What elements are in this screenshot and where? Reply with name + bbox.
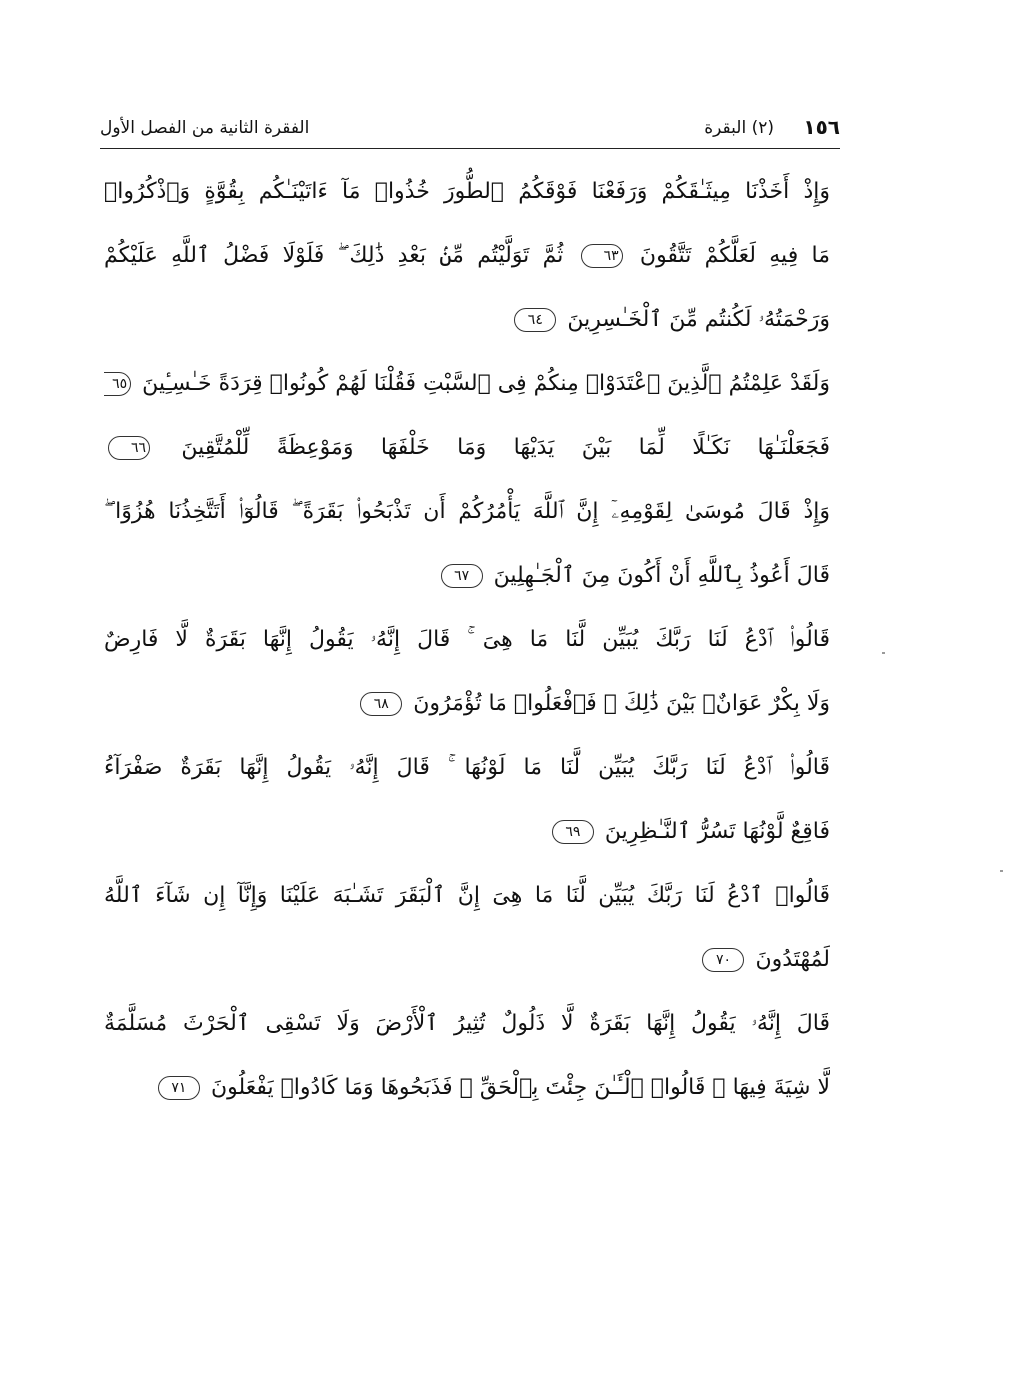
- line-text: قَالُوا۟ ٱدْعُ لَنَا رَبَّكَ يُبَيِّن لَّنَا مَا هِىَ إِنَّ ٱلْبَقَرَ تَشَـٰبَهَ عَلَيْنَا وَإِنَّآ إِن شَآءَ ٱللَّهُ: [104, 883, 830, 908]
- text-line: [104, 416, 830, 480]
- line-text: وَرَحْمَتُهُۥ لَكُنتُم مِّنَ ٱلْخَـٰسِرِينَ: [567, 307, 830, 332]
- text-line: [104, 608, 830, 672]
- scan-speck: [882, 652, 885, 654]
- ayah-number-marker: ٦٥: [104, 372, 131, 396]
- line-text: وَإِذْ أَخَذْنَا مِيثَـٰقَكُمْ وَرَفَعْنَا فَوْقَكُمُ ٱلطُّورَ خُذُوا۟ مَآ ءَاتَيْنَـٰكُم بِقُوَّةٍ وَٱذْكُرُوا۟: [104, 179, 830, 204]
- text-line: [104, 736, 830, 800]
- text-line: [104, 544, 830, 608]
- text-line: [104, 288, 830, 352]
- text-line: [104, 672, 830, 736]
- ayah-number-marker: ٦٧: [441, 564, 483, 588]
- page-number: ١٥٦: [803, 115, 840, 139]
- line-text: وَلَا بِكْرٌ عَوَانٌۢ بَيْنَ ذَٰلِكَ ۖ فَٱفْعَلُوا۟ مَا تُؤْمَرُونَ: [413, 691, 830, 716]
- ayah-number-marker: ٧٠: [702, 948, 744, 972]
- page-header: [100, 112, 840, 148]
- text-line: [104, 224, 830, 288]
- text-line: [104, 160, 830, 224]
- text-line: [104, 1056, 830, 1120]
- line-text: مَا فِيهِ لَعَلَّكُمْ تَتَّقُونَ: [639, 243, 830, 268]
- line-text: ثُمَّ تَوَلَّيْتُم مِّنۢ بَعْدِ ذَٰلِكَ ۖ فَلَوْلَا فَضْلُ ٱللَّهِ عَلَيْكُمْ: [104, 243, 564, 268]
- header-divider: [100, 148, 840, 149]
- ayah-number-marker: ٦٤: [514, 308, 556, 332]
- line-text: لَّا شِيَةَ فِيهَا ۚ قَالُوا۟ ٱلْـَٔـٰنَ جِئْتَ بِٱلْحَقِّ ۚ فَذَبَحُوهَا وَمَا كَادُوا۟ يَفْعَلُونَ: [210, 1075, 830, 1100]
- surah-label: (٢) البقرة: [704, 118, 774, 138]
- line-text: فَاقِعٌ لَّوْنُهَا تَسُرُّ ٱلنَّـٰظِرِينَ: [604, 819, 830, 844]
- text-line: [104, 992, 830, 1056]
- line-text: قَالُوا۟ ٱدْعُ لَنَا رَبَّكَ يُبَيِّن لَّنَا مَا هِىَ ۚ قَالَ إِنَّهُۥ يَقُولُ إِنَّهَا بَقَرَةٌ لَّا فَارِضٌ: [104, 627, 830, 652]
- text-line: [104, 864, 830, 928]
- line-text: لَمُهْتَدُونَ: [755, 947, 830, 972]
- quran-text-block: [104, 160, 830, 1120]
- line-text: قَالُوا۟ ٱدْعُ لَنَا رَبَّكَ يُبَيِّن لَّنَا مَا لَوْنُهَا ۚ قَالَ إِنَّهُۥ يَقُولُ إِنَّهَا بَقَرَةٌ صَفْرَآءُ: [104, 755, 830, 780]
- scan-speck: [1000, 870, 1003, 872]
- text-line: [104, 928, 830, 992]
- ayah-number-marker: ٦٦: [108, 436, 150, 460]
- section-title: الفقرة الثانية من الفصل الأول: [100, 118, 310, 138]
- text-line: [104, 800, 830, 864]
- line-text: قَالَ إِنَّهُۥ يَقُولُ إِنَّهَا بَقَرَةٌ لَّا ذَلُولٌ تُثِيرُ ٱلْأَرْضَ وَلَا تَسْقِى ٱلْحَرْثَ مُسَلَّمَةٌ: [104, 1011, 830, 1036]
- line-text: وَلَقَدْ عَلِمْتُمُ ٱلَّذِينَ ٱعْتَدَوْا۟ مِنكُمْ فِى ٱلسَّبْتِ فَقُلْنَا لَهُمْ كُونُوا۟ قِرَدَةً خَـٰسِـِٔينَ: [142, 371, 830, 396]
- text-line: [104, 480, 830, 544]
- text-line: [104, 352, 830, 416]
- ayah-number-marker: ٦٩: [552, 820, 594, 844]
- line-text: قَالَ أَعُوذُ بِٱللَّهِ أَنْ أَكُونَ مِنَ ٱلْجَـٰهِلِينَ: [493, 563, 830, 588]
- ayah-number-marker: ٧١: [158, 1076, 200, 1100]
- line-text: وَإِذْ قَالَ مُوسَىٰ لِقَوْمِهِۦٓ إِنَّ ٱللَّهَ يَأْمُرُكُمْ أَن تَذْبَحُوا۟ بَقَرَةً ۖ قَالُوٓا۟ أَتَتَّخِذُنَا هُزُوًا ۖ: [104, 499, 830, 524]
- line-text: فَجَعَلْنَـٰهَا نَكَـٰلًا لِّمَا بَيْنَ يَدَيْهَا وَمَا خَلْفَهَا وَمَوْعِظَةً لِّلْمُتَّقِينَ: [181, 435, 830, 460]
- ayah-number-marker: ٦٨: [360, 692, 402, 716]
- ayah-number-marker: ٦٣: [581, 244, 623, 268]
